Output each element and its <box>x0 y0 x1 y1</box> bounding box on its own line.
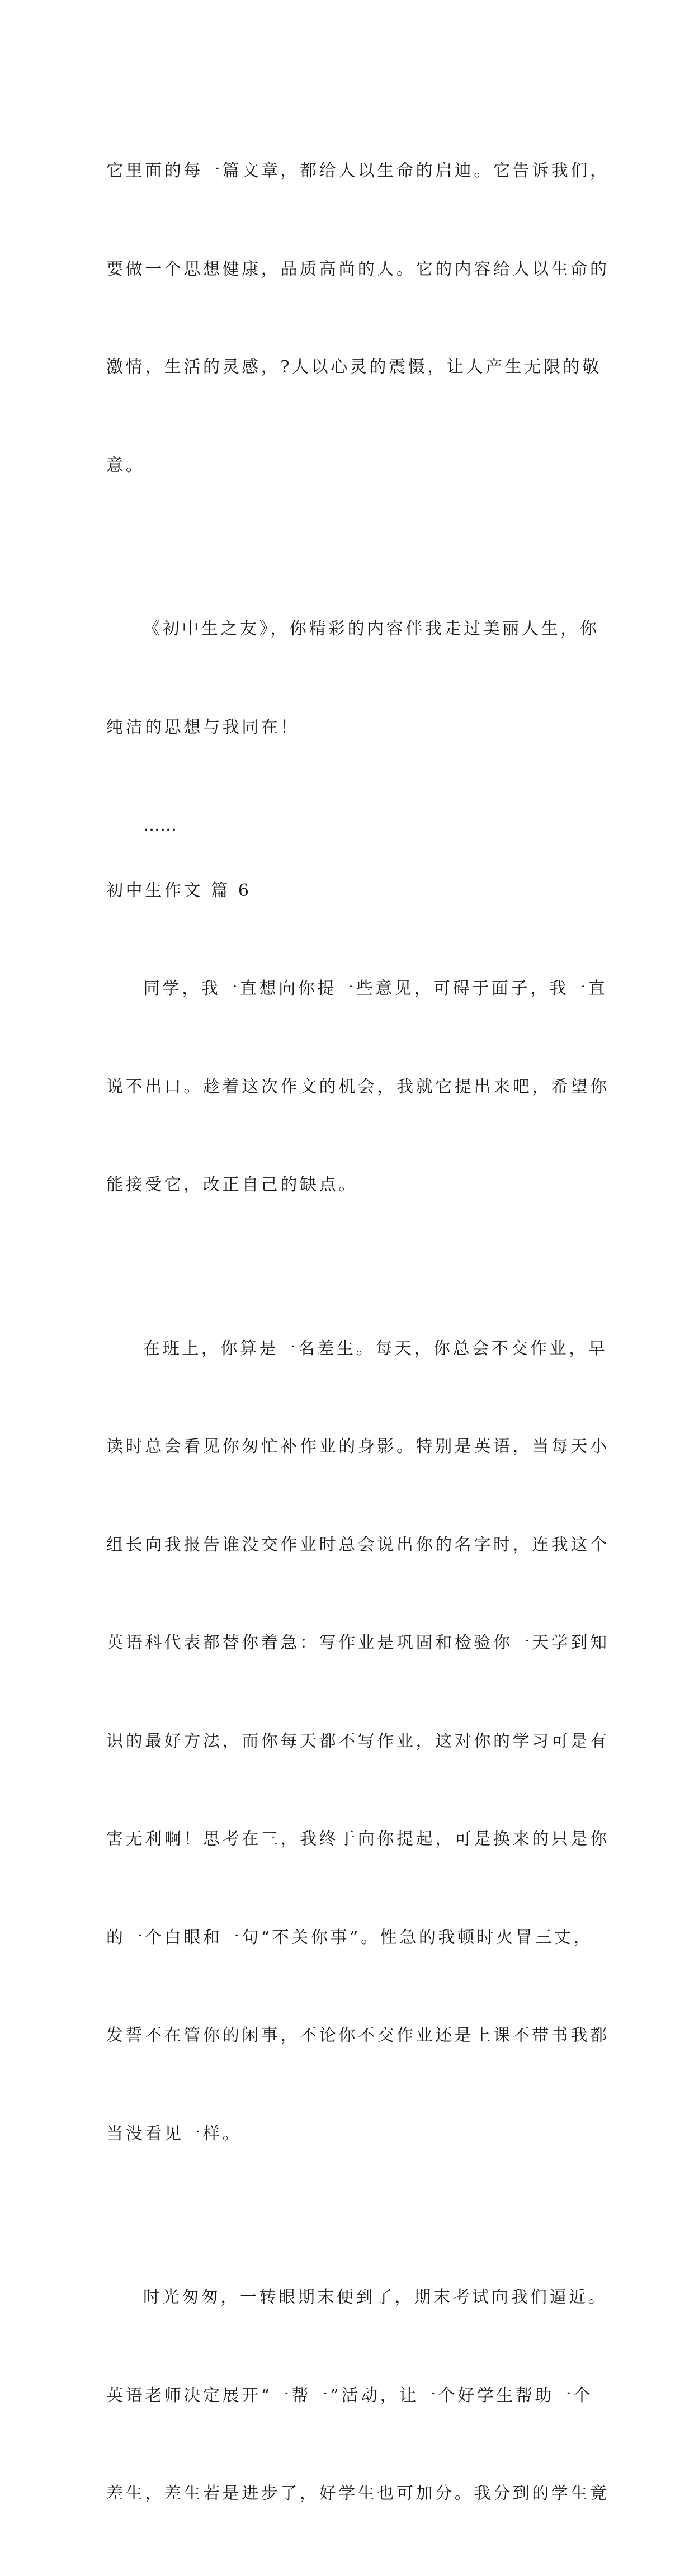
text-line: 的一个白眼和一句“不关你事”。性急的我顿时火冒三丈， <box>106 1927 593 1947</box>
text-line: 英语科代表都替你着急：写作业是巩固和检验你一天学到知 <box>106 1633 610 1653</box>
paragraph <box>106 1267 610 2216</box>
ellipsis: …… <box>143 815 177 835</box>
text-line: 说不出口。趁着这次作文的机会，我就它提出来吧，希望你 <box>106 1077 610 1097</box>
text-line: 《初中生之友》，你精彩的内容伴我走过美丽人生，你 <box>143 619 599 639</box>
section-gap <box>106 842 593 875</box>
text-line: 纯洁的思想与我同在！ <box>106 717 300 737</box>
paragraph <box>106 907 610 1267</box>
text-line: 读时总会看见你匆忙补作业的身影。特别是英语，当每天小 <box>106 1437 610 1456</box>
text-line: 要做一个思想健康，品质高尚的人。它的内容给人以生命的 <box>106 259 610 279</box>
paragraph <box>106 548 599 809</box>
text-line: 能接受它，改正自己的缺点。 <box>106 1175 358 1195</box>
text-line: 发誓不在管你的闲事，不论你不交作业还是上课不带书我都 <box>106 2026 610 2045</box>
text-line: 激情，生活的灵感，?人以心灵的震慑，让人产生无限的敬 <box>106 357 602 377</box>
text-line: 在班上，你算是一名差生。每天，你总会不交作业，早 <box>143 1338 608 1358</box>
text-line: 英语老师决定展开“一帮一”活动，让一个好学生帮助一个 <box>106 2385 593 2405</box>
paragraph <box>106 2216 610 2576</box>
text-line: 识的最好方法，而你每天都不写作业，这对你的学习可是有 <box>106 1731 610 1751</box>
text-line: 时光匆匆，一转眼期末便到了，期末考试向我们逼近。 <box>143 2287 608 2307</box>
text-line: 差生，差生若是进步了，好学生也可加分。我分到的学生竟 <box>106 2484 610 2503</box>
section-heading: 初中生作文 篇 6 <box>106 880 252 900</box>
text-line: 害无利啊！思考在三，我终于向你提起，可是换来的只是你 <box>106 1829 610 1849</box>
text-line: 组长向我报告谁没交作业时总会说出你的名字时，连我这个 <box>106 1535 610 1555</box>
document-body <box>106 89 610 2576</box>
text-line: 意。 <box>106 455 145 475</box>
text-line: 当没看见一样。 <box>106 2124 242 2144</box>
paragraph <box>106 89 610 548</box>
text-line: 它里面的每一篇文章，都给人以生命的启迪。它告诉我们， <box>106 161 610 181</box>
text-line: 同学，我一直想向你提一些意见，可碍于面子，我一直 <box>143 979 608 998</box>
